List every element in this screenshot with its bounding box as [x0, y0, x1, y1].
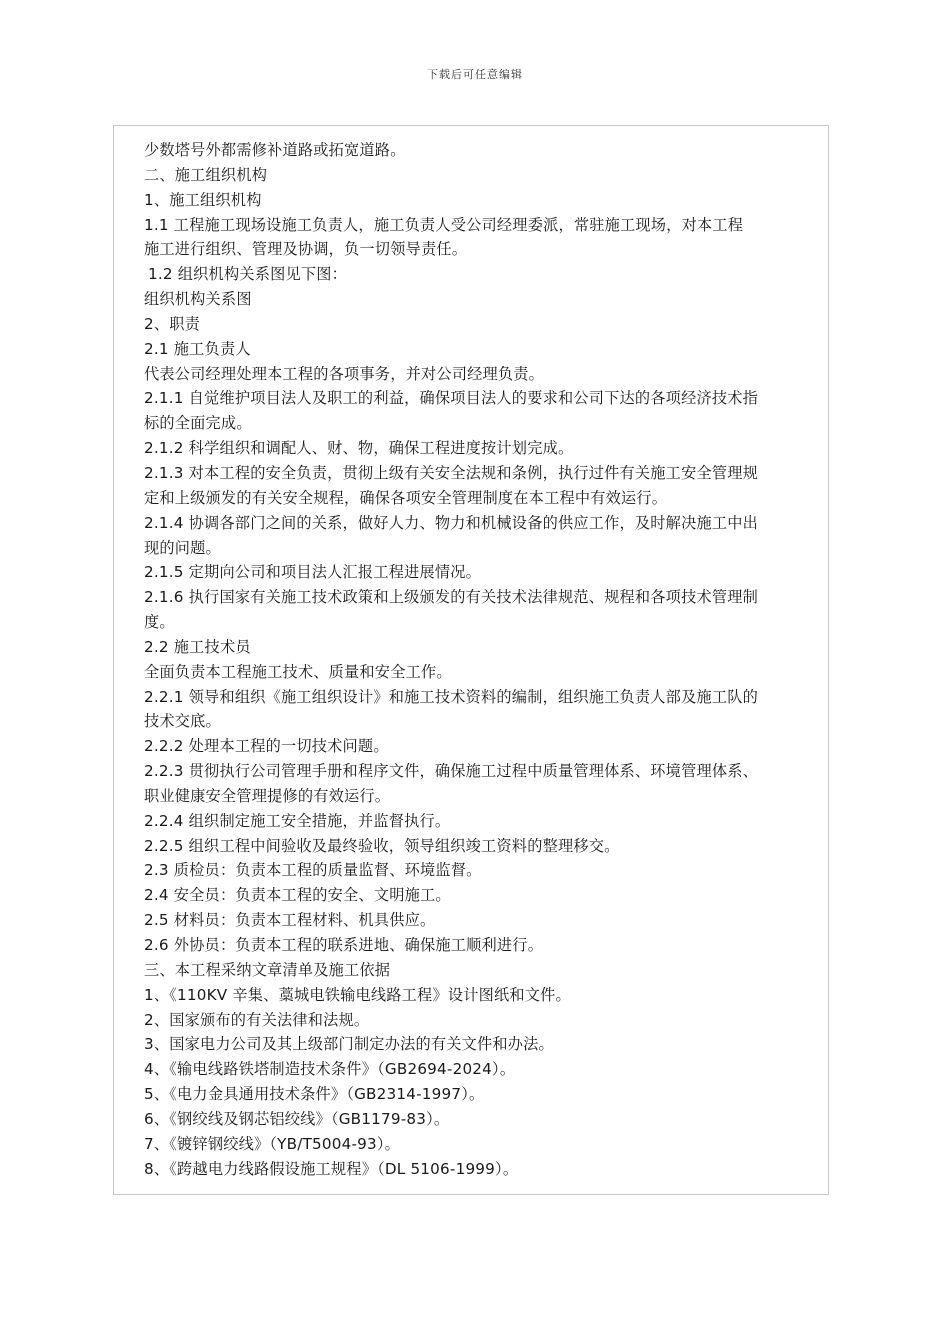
reference-item: 2、国家颁布的有关法律和法规。: [144, 1010, 370, 1029]
text-line: 技术交底。: [144, 712, 221, 731]
text-line: 2.1.5 定期向公司和项目法人汇报工程进展情况。: [144, 563, 482, 582]
text-line: 1.2 组织机构关系图见下图：: [148, 265, 348, 284]
reference-item: 6、《钢绞线及钢芯铝绞线》（GB1179-83）。: [144, 1109, 450, 1128]
reference-item: 5、《电力金具通用技术条件》（GB2314-1997）。: [144, 1085, 485, 1104]
text-line: 2.2.2 处理本工程的一切技术问题。: [144, 737, 389, 756]
text-line: 现的问题。: [144, 538, 221, 557]
text-line: 代表公司经理处理本工程的各项事务，并对公司经理负责。: [144, 364, 545, 383]
figure-caption: 组织机构关系图: [144, 290, 252, 309]
text-line: 2.1.1 自觉维护项目法人及职工的利益，确保项目法人的要求和公司下达的各项经济技术指: [144, 389, 759, 408]
text-line: 2.4 安全员：负责本工程的安全、文明施工。: [144, 886, 451, 905]
text-line: 2.5 材料员：负责本工程材料、机具供应。: [144, 911, 436, 930]
text-line: 2.2.5 组织工程中间验收及最终验收，领导组织竣工资料的整理移交。: [144, 836, 620, 855]
text-line: 2.6 外协员：负责本工程的联系进地、确保施工顺利进行。: [144, 936, 544, 954]
text-line: 2.3 质检员：负责本工程的质量监督、环境监督。: [144, 861, 482, 880]
reference-item: 8、《跨越电力线路假设施工规程》（DL 5106-1999）。: [144, 1159, 519, 1178]
section-heading: 三、本工程采纳文章清单及施工依据: [144, 960, 391, 979]
document-body: [144, 138, 808, 1181]
reference-item: 1、《110KV 辛集、藁城电铁输电线路工程》设计图纸和文件。: [144, 985, 571, 1004]
text-line: 2.1.2 科学组织和调配人、财、物，确保工程进度按计划完成。: [144, 439, 574, 458]
text-line: 定和上级颁发的有关安全规程，确保各项安全管理制度在本工程中有效运行。: [144, 488, 668, 507]
reference-item: 7、《镀锌钢绞线》（YB/T5004-93）。: [144, 1134, 401, 1153]
subsection-heading: 2.1 施工负责人: [144, 339, 251, 358]
text-line: 全面负责本工程施工技术、质量和安全工作。: [144, 662, 452, 681]
subsection-heading: 2.2 施工技术员: [144, 637, 251, 656]
text-line: 1.1 工程施工现场设施工负责人，施工负责人受公司经理委派，常驻施工现场，对本工程: [144, 215, 744, 234]
text-line: 少数塔号外都需修补道路或拓宽道路。: [144, 141, 406, 159]
reference-item: 4、《输电线路铁塔制造技术条件》（GB2694-2024）。: [144, 1060, 516, 1079]
page-header: 下载后可任意编辑: [427, 68, 523, 81]
text-line: 施工进行组织、管理及协调，负一切领导责任。: [144, 240, 468, 259]
text-line: 2.1.3 对本工程的安全负责，贯彻上级有关安全法规和条例，执行过件有关施工安全管理规: [144, 463, 759, 482]
text-line: 度。: [144, 613, 175, 632]
text-line: 2.1.6 执行国家有关施工技术政策和上级颁发的有关技术法律规范、规程和各项技术管理制: [144, 588, 759, 607]
text-line: 2.2.3 贯彻执行公司管理手册和程序文件，确保施工过程中质量管理体系、环境管理体系、: [144, 762, 759, 781]
text-line: 标的全面完成。: [144, 414, 252, 433]
section-heading: 二、施工组织机构: [144, 165, 268, 184]
text-line: 职业健康安全管理提修的有效运行。: [144, 786, 391, 805]
subsection-heading: 2、职责: [144, 314, 201, 333]
text-line: 2.2.4 组织制定施工安全措施，并监督执行。: [144, 811, 451, 830]
text-line: 2.1.4 协调各部门之间的关系，做好人力、物力和机械设备的供应工作，及时解决施工中出: [144, 513, 759, 532]
reference-item: 3、国家电力公司及其上级部门制定办法的有关文件和办法。: [144, 1035, 554, 1054]
text-line: 2.2.1 领导和组织《施工组织设计》和施工技术资料的编制，组织施工负责人部及施工队的: [144, 687, 759, 706]
subsection-heading: 1、施工组织机构: [144, 190, 262, 209]
